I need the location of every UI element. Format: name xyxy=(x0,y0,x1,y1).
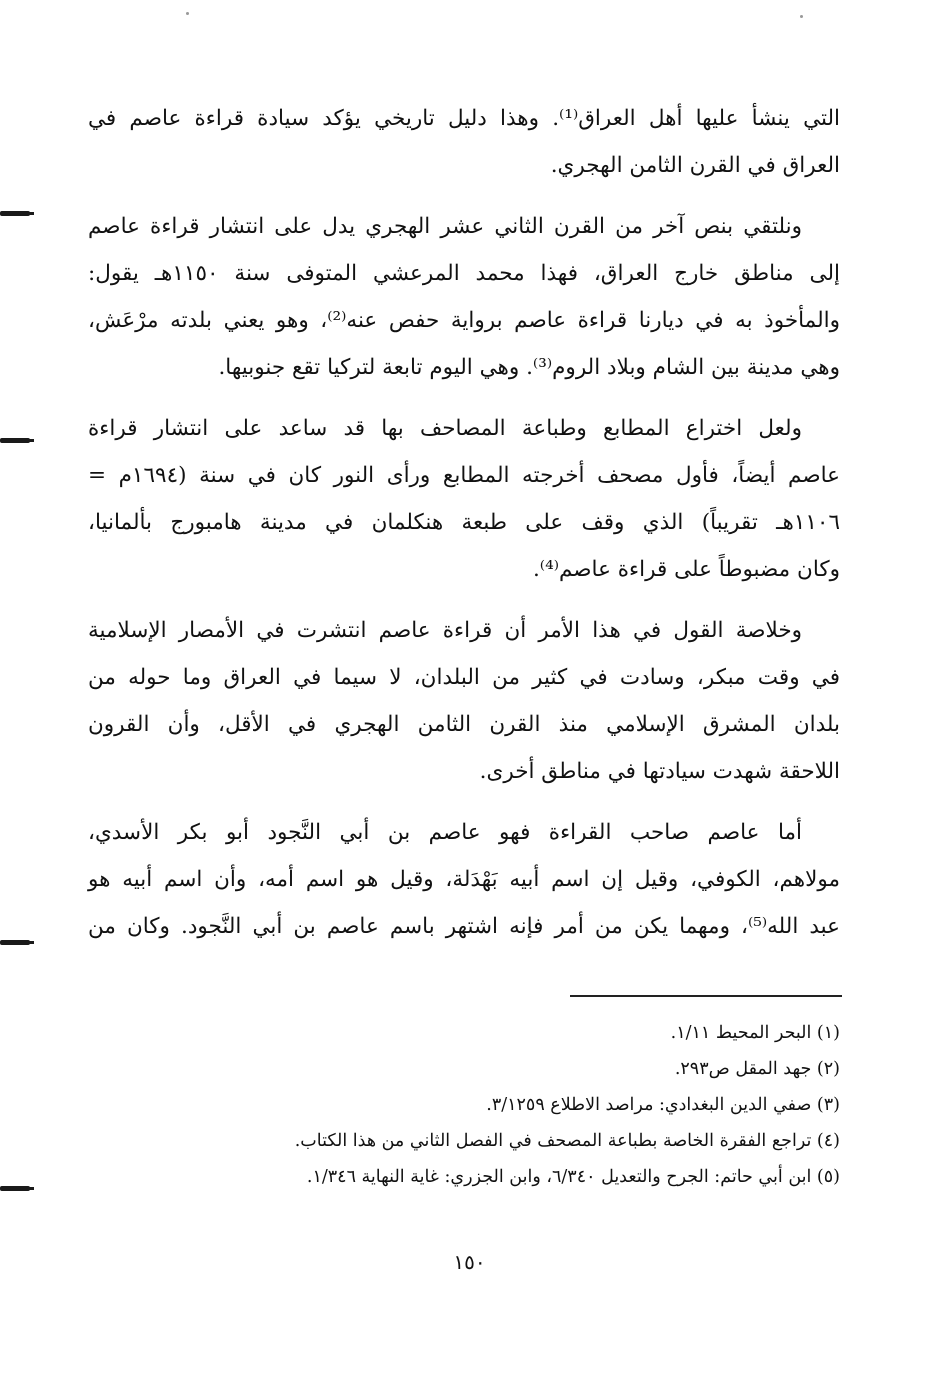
scan-speck xyxy=(800,15,803,18)
text-line: في وقت مبكر، وسادت في كثير من البلدان، لا سيما في العراق وما حوله من xyxy=(88,665,840,690)
paragraph xyxy=(88,809,840,950)
text-line: والمأخوذ به في ديارنا قراءة عاصم برواية حفص عنه⁽²⁾، وهو يعني بلدته مرْعَش، xyxy=(88,308,840,333)
binding-mark xyxy=(0,211,30,216)
paragraph xyxy=(88,95,840,189)
footnote: (٢) جهد المقل ص٢٩٣. xyxy=(674,1059,840,1079)
text-line: ونلتقي بنص آخر من القرن الثاني عشر الهجري يدل على انتشار قراءة عاصم xyxy=(88,214,802,239)
paragraph xyxy=(88,607,840,795)
text-line: وخلاصة القول في هذا الأمر أن قراءة عاصم انتشرت في الأمصار الإسلامية xyxy=(88,618,802,643)
footnote: (٣) صفي الدين البغدادي: مراصد الاطلاع ٣/١٢٥٩. xyxy=(486,1095,840,1115)
page-body xyxy=(88,95,840,964)
text-line: وكان مضبوطاً على قراءة عاصم⁽⁴⁾. xyxy=(532,557,840,582)
binding-mark xyxy=(0,940,30,945)
paragraph xyxy=(88,203,840,391)
footnote: (١) البحر المحيط ١/١١. xyxy=(670,1023,840,1043)
text-line: ١١٠٦هـ تقريباً) الذي وقف على طبعة هنكلمان في مدينة هامبورج بألمانيا، xyxy=(88,510,840,535)
text-line: التي ينشأ عليها أهل العراق⁽¹⁾. وهذا دليل تاريخي يؤكد سيادة قراءة عاصم في xyxy=(88,106,840,131)
text-line: وهي مدينة بين الشام وبلاد الروم⁽³⁾. وهي اليوم تابعة لتركيا تقع جنوبيها. xyxy=(218,355,840,380)
text-line: مولاهم، الكوفي، وقيل إن اسم أبيه بَهْدَلة، وقيل هو اسم أمه، وأن اسم أبيه هو xyxy=(88,867,840,892)
binding-mark xyxy=(0,1186,30,1191)
text-line: ولعل اختراع المطابع وطباعة المصاحف بها قد ساعد على انتشار قراءة xyxy=(88,416,802,441)
text-line: اللاحقة شهدت سيادتها في مناطق أخرى. xyxy=(479,759,840,784)
text-line: عاصم أيضاً، فأول مصحف أخرجته المطابع ورأى النور كان في سنة (١٦٩٤م = xyxy=(88,463,840,488)
text-line: بلدان المشرق الإسلامي منذ القرن الثامن الهجري في الأقل، وأن القرون xyxy=(88,712,840,737)
text-line: العراق في القرن الثامن الهجري. xyxy=(550,153,840,178)
footnote: (٥) ابن أبي حاتم: الجرح والتعديل ٦/٣٤٠، وابن الجزري: غاية النهاية ١/٣٤٦. xyxy=(306,1167,840,1187)
binding-mark xyxy=(0,438,30,443)
paragraph xyxy=(88,405,840,593)
footnotes xyxy=(150,1015,840,1195)
page-number: ١٥٠ xyxy=(453,1250,486,1274)
text-line: أما عاصم صاحب القراءة فهو عاصم بن أبي النَّجود أبو بكر الأسدي، xyxy=(88,820,802,845)
scan-speck xyxy=(186,12,189,15)
text-line: إلى مناطق خارج العراق، فهذا محمد المرعشي المتوفى سنة ١١٥٠هـ يقول: xyxy=(88,261,840,286)
footnote: (٤) تراجع الفقرة الخاصة بطباعة المصحف في الفصل الثاني من هذا الكتاب. xyxy=(294,1131,840,1151)
text-line: عبد الله⁽⁵⁾، ومهما يكن من أمر فإنه اشتهر باسم عاصم بن أبي النَّجود. وكان من xyxy=(88,914,840,939)
footnote-separator xyxy=(570,995,842,997)
